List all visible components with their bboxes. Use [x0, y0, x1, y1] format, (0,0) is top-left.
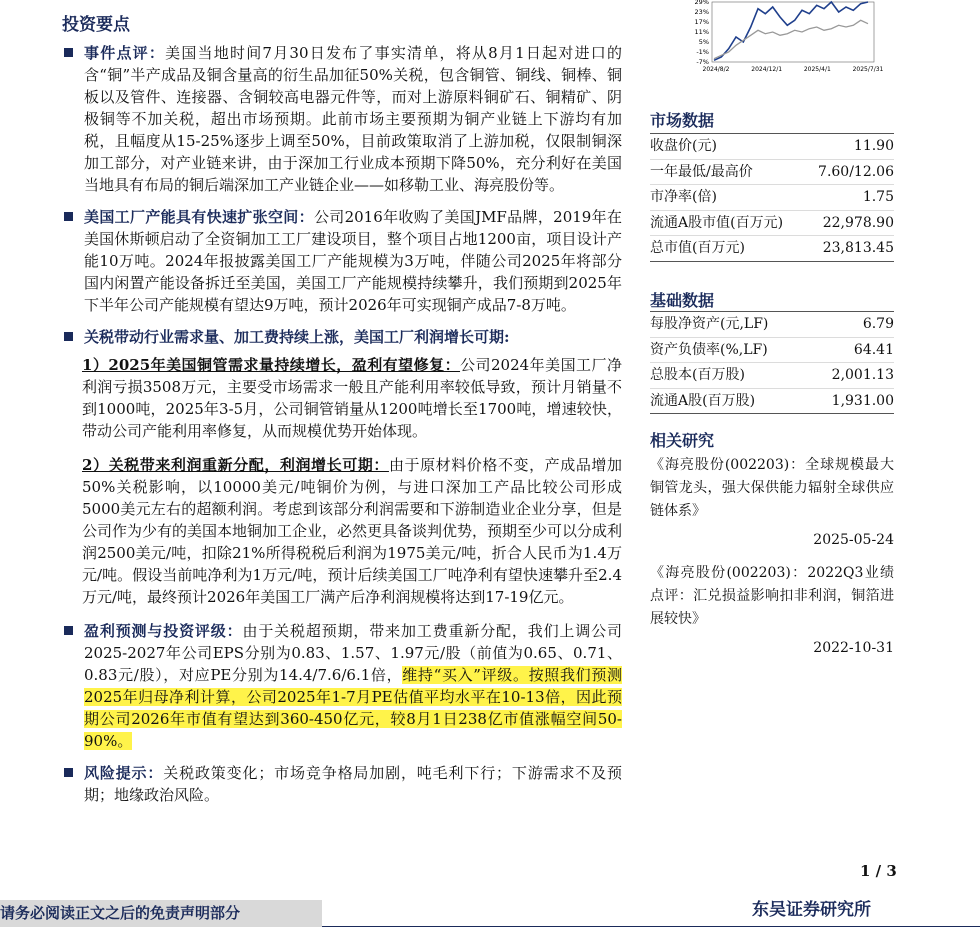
square-bullet-icon: [64, 626, 73, 635]
data-label: 资产负债率(%,LF): [650, 341, 768, 358]
research-link[interactable]: 《海亮股份(002203)：全球规模最大铜管龙头，强大保供能力辐射全球供应链体系》: [650, 457, 894, 519]
bullet-risk: [62, 762, 622, 806]
research-date: 2025-05-24: [813, 532, 894, 548]
data-label: 一年最低/最高价: [650, 163, 753, 180]
square-bullet-icon: [64, 332, 73, 341]
data-value: 64.41: [853, 341, 894, 358]
data-row: [650, 236, 894, 262]
y-tick-label: 5%: [698, 38, 709, 46]
sub-point-2: [62, 454, 622, 608]
bullet-text: 公司2016年收购了美国JMF品牌，2019年在美国休斯顿启动了全资铜加工工厂建设项目，整个项目占地1200亩，项目设计产能10万吨。2024年报披露美国工厂产能规模为3万吨，伴随公司2025年将部分国内闲置产能设备拆迁至美国，美国工厂产能规模持续攀升，我们预期到2025年下半年公司产能规模有望达9万吨，预计2026年可实现铜产成品7-8万吨。: [84, 208, 622, 314]
y-tick-label: -1%: [696, 48, 709, 56]
forecast-text: 由于关税超预期，带来加工费重新分配，我们上调公司2025-2027年公司EPS分别为0.83、1.57、1.97元/股（前值为0.65、0.71、0.83元/股），对应PE分别为14.4/7.6/6.1倍，: [84, 622, 622, 684]
main-column: [62, 42, 622, 816]
data-value: 23,813.45: [822, 240, 894, 256]
y-tick-label: 29%: [694, 0, 709, 6]
data-value: 22,978.90: [822, 214, 894, 231]
square-bullet-icon: [64, 48, 73, 57]
data-row: [650, 363, 894, 389]
bullet-lead: 风险提示：: [84, 764, 164, 782]
data-row: [650, 312, 894, 338]
data-value: 7.60/12.06: [818, 163, 894, 180]
bullet-text: 美国当地时间7月30日发布了事实清单，将从8月1日起对进口的含“铜”半产成品及铜含量高的衍生品加征50%关税，包含铜管、铜线、铜棒、铜板以及管件、连接器、含铜较高电器元件等，而对上游原料铜矿石、铜精矿、阴极铜等不加关税，超出市场预期。此前市场主要预期为铜产业链上下游均有加税，且幅度从15-25%逐步上调至50%，目前政策取消了上游加税，仅限制铜深加工部分，对产业链来讲，由于深加工行业成本预期下降50%，充分利好在美国当地具有布局的铜后端深加工产业链企业——如移勒工业、海亮股份等。: [84, 44, 622, 194]
square-bullet-icon: [64, 212, 73, 221]
data-label: 流通A股(百万股): [650, 392, 756, 409]
sub-lead: 1）2025年美国铜管需求量持续增长，盈利有望修复：: [82, 356, 461, 374]
bullet-lead: 美国工厂产能具有快速扩张空间：: [84, 208, 314, 226]
related-research-list: [650, 454, 894, 670]
sub-text: 公司2024年美国工厂净利润亏损3508万元，主要受市场需求一般且产能利用率较低导致，预计月销量不到1000吨，2025年3-5月，公司铜管销量从1200吨增长至1700吨，增速较快，带动公司产能利用率修复，从而规模优势开始体现。: [82, 356, 622, 440]
data-row: [650, 134, 894, 160]
sub-lead: 2）关税带来利润重新分配，利润增长可期：: [82, 456, 389, 474]
data-label: 每股净资产(元,LF): [650, 316, 769, 332]
bullet-lead: 关税带动行业需求量、加工费持续上涨，美国工厂利润增长可期:: [84, 328, 510, 346]
data-value: 11.90: [853, 138, 894, 154]
data-label: 流通A股市值(百万元): [650, 214, 784, 231]
sub-text: 由于原材料价格不变，产成品增加50%关税影响，以10000美元/吨铜价为例，与进口深加工产品比较公司形成5000美元左右的超额利润。考虑到该部分利润需要和下游制造业企业分享，但是公司作为少有的美国本地铜加工企业，必然更具备谈判优势，预期至少可以分成利润2500美元/吨，扣除21%所得税税后利润为1975美元/吨，折合人民币为1.4万元/吨。假设当前吨净利为1万元/吨，预计后续美国工厂吨净利有望快速攀升至2.4万元/吨，最终预计2026年美国工厂满产后净利润规模将达到17-19亿元。: [82, 456, 623, 606]
market-data-title: 市场数据: [650, 111, 715, 130]
price-chart: [668, 0, 884, 76]
related-research-title: 相关研究: [650, 431, 715, 450]
page-number: 1 / 3: [860, 862, 897, 880]
x-tick-label: 2025/7/31: [852, 66, 884, 73]
data-label: 总市值(百万元): [650, 240, 745, 256]
market-data-table: [650, 133, 894, 262]
bullet-capacity: [62, 206, 622, 316]
x-tick-label: 2024/12/1: [751, 66, 783, 73]
publisher-name: 东吴证券研究所: [752, 900, 871, 920]
y-tick-label: 17%: [694, 18, 709, 26]
research-link[interactable]: 《海亮股份(002203)：2022Q3业绩点评：汇兑损益影响扣非利润，铜箔进展较快》: [650, 565, 894, 627]
bullet-event: [62, 42, 622, 196]
data-row: [650, 338, 894, 364]
bullet-lead: 盈利预测与投资评级：: [84, 622, 243, 640]
y-tick-label: 23%: [694, 8, 709, 16]
disclaimer-footer: 请务必阅读正文之后的免责声明部分: [0, 900, 322, 927]
data-row: [650, 389, 894, 415]
data-row: [650, 160, 894, 186]
data-label: 总股本(百万股): [650, 367, 745, 383]
chart-frame: [712, 2, 874, 62]
sub-point-1: [62, 354, 622, 442]
data-row: [650, 211, 894, 237]
y-tick-label: -7%: [696, 58, 709, 66]
data-value: 6.79: [862, 316, 894, 332]
x-tick-label: 2025/4/1: [803, 66, 831, 73]
research-date: 2022-10-31: [813, 640, 894, 656]
series-line-1: [714, 20, 868, 58]
series-line-0: [714, 2, 868, 60]
basic-data-table: [650, 311, 894, 414]
square-bullet-icon: [64, 768, 73, 777]
bullet-forecast: [62, 620, 622, 752]
data-row: [650, 185, 894, 211]
risk-text: 关税政策变化；市场竞争格局加剧，吨毛利下行；下游需求不及预期；地缘政治风险。: [84, 764, 622, 804]
basic-data-title: 基础数据: [650, 291, 715, 310]
bullet-lead: 事件点评：: [84, 44, 166, 62]
y-tick-label: 11%: [694, 28, 709, 36]
section-heading: 投资要点: [62, 15, 130, 35]
data-value: 2,001.13: [831, 367, 894, 383]
highlighted-text: 维持“买入”评级。按照我们预测2025年归母净利计算，公司2025年1-7月PE估值平均水平在10-13倍，因此预期公司2026年市值有望达到360-450亿元，较8月1日238亿市值涨幅空间50-90%。: [84, 666, 622, 750]
x-tick-label: 2024/8/2: [702, 66, 730, 73]
bullet-tariff: [62, 326, 622, 348]
data-value: 1.75: [862, 189, 894, 205]
data-label: 市净率(倍): [650, 189, 717, 205]
data-value: 1,931.00: [831, 392, 894, 409]
data-label: 收盘价(元): [650, 138, 717, 154]
